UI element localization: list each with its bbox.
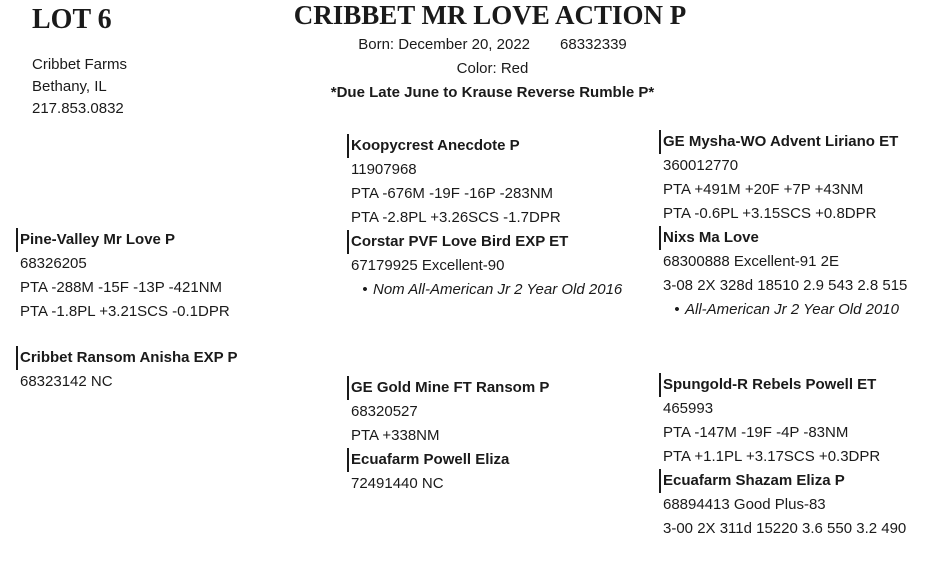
ss-sire-pta-type: PTA -0.6PL +3.15SCS +0.8DPR (663, 205, 877, 222)
ss-sire-reg: 360012770 (663, 157, 739, 174)
dam-sire-pta: PTA +338NM (351, 427, 440, 444)
sire-pta-type: PTA -1.8PL +3.21SCS -0.1DPR (20, 303, 230, 320)
sire-dam-name: Corstar PVF Love Bird EXP ET (347, 230, 622, 254)
sire-reg: 68326205 (20, 255, 87, 272)
ds-sire-pta-production: PTA -147M -19F -4P -83NM (663, 424, 849, 441)
sire-dam-reg: 67179925 Excellent-90 (351, 257, 505, 274)
dam-sire-block (351, 376, 549, 496)
ss-dam-award-text: All-American Jr 2 Year Old 2010 (685, 301, 899, 318)
dam-dam-reg: 72491440 NC (351, 475, 444, 492)
ds-sire-reg: 465993 (663, 400, 714, 417)
breeder-phone: 217.853.0832 (32, 100, 124, 117)
sire-pta-production: PTA -288M -15F -13P -421NM (20, 279, 223, 296)
ss-dam-record: 3-08 2X 328d 18510 2.9 543 2.8 515 (663, 277, 908, 294)
dam-dam-name: Ecuafarm Powell Eliza (347, 448, 549, 472)
sire-block (20, 228, 230, 324)
ds-sire-pta-type: PTA +1.1PL +3.17SCS +0.3DPR (663, 448, 881, 465)
sire-sire-name: Koopycrest Anecdote P (347, 134, 622, 158)
ds-sire-name: Spungold-R Rebels Powell ET (659, 373, 906, 397)
animal-name-title: CRIBBET MR LOVE ACTION P (293, 0, 687, 30)
sire-sire-block (351, 134, 622, 302)
sire-name: Pine-Valley Mr Love P (16, 228, 230, 252)
sire-sire-pta-production: PTA -676M -19F -16P -283NM (351, 185, 554, 202)
birth-line (0, 36, 952, 53)
dam-reg: 68323142 NC (20, 373, 113, 390)
dam-sire-sire-block (663, 373, 906, 541)
ds-dam-name: Ecuafarm Shazam Eliza P (659, 469, 906, 493)
ss-dam-name: Nixs Ma Love (659, 226, 907, 250)
dam-block (20, 346, 238, 394)
ss-sire-name: GE Mysha-WO Advent Liriano ET (659, 130, 907, 154)
bullet-icon: • (674, 301, 680, 318)
ss-dam-reg: 68300888 Excellent-91 2E (663, 253, 839, 270)
birth-date: Born: December 20, 2022 (358, 36, 531, 53)
sire-sire-pta-type: PTA -2.8PL +3.26SCS -1.7DPR (351, 209, 561, 226)
ss-dam-award (663, 298, 907, 322)
ds-dam-record: 3-00 2X 311d 15220 3.6 550 3.2 490 (663, 520, 907, 537)
ds-dam-reg: 68894413 Good Plus-83 (663, 496, 826, 513)
color-line: Color: Red (456, 60, 529, 77)
sire-sire-reg: 11907968 (351, 161, 417, 178)
ss-sire-pta-production: PTA +491M +20F +7P +43NM (663, 181, 864, 198)
dam-sire-name: GE Gold Mine FT Ransom P (347, 376, 549, 400)
sire-dam-award (351, 278, 622, 302)
breeder-city: Bethany, IL (32, 78, 107, 95)
sire-dam-award-text: Nom All-American Jr 2 Year Old 2016 (373, 281, 623, 298)
breeder-name: Cribbet Farms (32, 56, 128, 73)
registration-number: 68332339 (560, 36, 627, 53)
dam-name: Cribbet Ransom Anisha EXP P (16, 346, 238, 370)
sire-sire-sire-block (663, 130, 907, 322)
dam-sire-reg: 68320527 (351, 403, 418, 420)
bullet-icon: • (362, 281, 368, 298)
due-note: *Due Late June to Krause Reverse Rumble P* (330, 84, 655, 101)
lot-number: LOT 6 (32, 4, 112, 35)
